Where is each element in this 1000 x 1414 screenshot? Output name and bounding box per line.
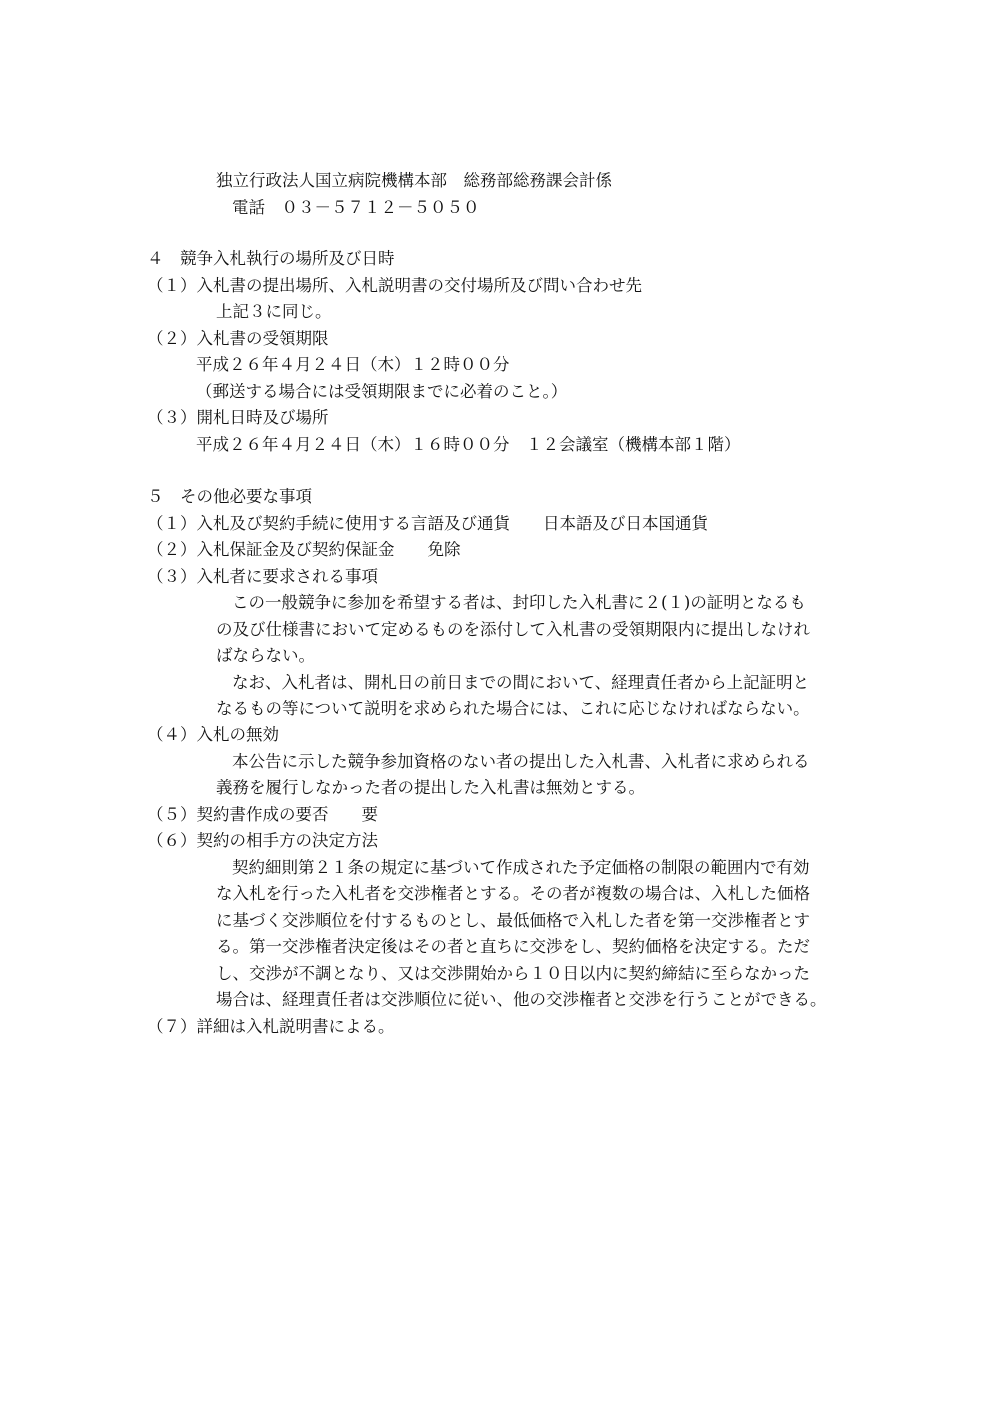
section-5-item-6-body-line: な入札を行った入札者を交渉権者とする。その者が複数の場合は、入札した価格 bbox=[216, 884, 810, 903]
section-5-item-3-paragraph-2-line: なお、入札者は、開札日の前日までの間において、経理責任者から上記証明と bbox=[232, 673, 810, 692]
section-5-item-4-body-line: 本公告に示した競争参加資格のない者の提出した入札書、入札者に求められる bbox=[232, 752, 810, 771]
section-5-item-4-title: （４）入札の無効 bbox=[147, 725, 279, 744]
section-5-item-7: （７）詳細は入札説明書による。 bbox=[147, 1017, 395, 1036]
section-5-item-6-body-line: し、交渉が不調となり、又は交渉開始から１０日以内に契約締結に至らなかった bbox=[216, 964, 810, 983]
section-5-item-3-paragraph-1-line: ばならない。 bbox=[216, 646, 315, 665]
section-5-item-1: （１）入札及び契約手続に使用する言語及び通貨 日本語及び日本国通貨 bbox=[147, 514, 708, 533]
section-4-item-1-body: 上記３に同じ。 bbox=[216, 302, 332, 321]
section-5-item-2: （２）入札保証金及び契約保証金 免除 bbox=[147, 540, 461, 559]
section-5-item-6-title: （６）契約の相手方の決定方法 bbox=[147, 831, 378, 850]
section-5-item-6-body-line: 場合は、経理責任者は交渉順位に従い、他の交渉権者と交渉を行うことができる。 bbox=[216, 990, 827, 1009]
section-5-item-3-paragraph-1-line: この一般競争に参加を希望する者は、封印した入札書に２(１)の証明となるも bbox=[232, 593, 806, 612]
section-4-item-2-date: 平成２６年４月２４日（木）１２時００分 bbox=[196, 355, 510, 374]
section-5-item-4-body-line: 義務を履行しなかった者の提出した入札書は無効とする。 bbox=[216, 778, 645, 797]
section-5-heading: ５ その他必要な事項 bbox=[147, 487, 312, 506]
section-5-item-6-body-line: る。第一交渉権者決定後はその者と直ちに交渉をし、契約価格を決定する。ただ bbox=[216, 937, 810, 956]
contact-organization: 独立行政法人国立病院機構本部 総務部総務課会計係 bbox=[216, 171, 612, 190]
section-4-heading: ４ 競争入札執行の場所及び日時 bbox=[147, 249, 395, 268]
section-5-item-5: （５）契約書作成の要否 要 bbox=[147, 805, 378, 824]
section-5-item-6-body-line: に基づく交渉順位を付するものとし、最低価格で入札した者を第一交渉権者とす bbox=[216, 911, 810, 930]
section-5-item-6-body-line: 契約細則第２１条の規定に基づいて作成された予定価格の制限の範囲内で有効 bbox=[232, 858, 810, 877]
contact-phone: 電話 ０３－５７１２－５０５０ bbox=[232, 198, 480, 217]
section-4-item-2-title: （２）入札書の受領期限 bbox=[147, 329, 329, 348]
section-4-item-3-title: （３）開札日時及び場所 bbox=[147, 408, 329, 427]
section-5-item-3-paragraph-2-line: なるもの等について説明を求められた場合には、これに応じなければならない。 bbox=[216, 699, 810, 718]
section-5-item-3-title: （３）入札者に要求される事項 bbox=[147, 567, 378, 586]
section-5-item-3-paragraph-1-line: の及び仕様書において定めるものを添付して入札書の受領期限内に提出しなけれ bbox=[216, 620, 810, 639]
section-4-item-2-note: （郵送する場合には受領期限までに必着のこと。） bbox=[196, 382, 568, 401]
section-4-item-3-body: 平成２６年４月２４日（木）１６時００分 １２会議室（機構本部１階） bbox=[196, 435, 741, 454]
section-4-item-1-title: （１）入札書の提出場所、入札説明書の交付場所及び問い合わせ先 bbox=[147, 276, 642, 295]
